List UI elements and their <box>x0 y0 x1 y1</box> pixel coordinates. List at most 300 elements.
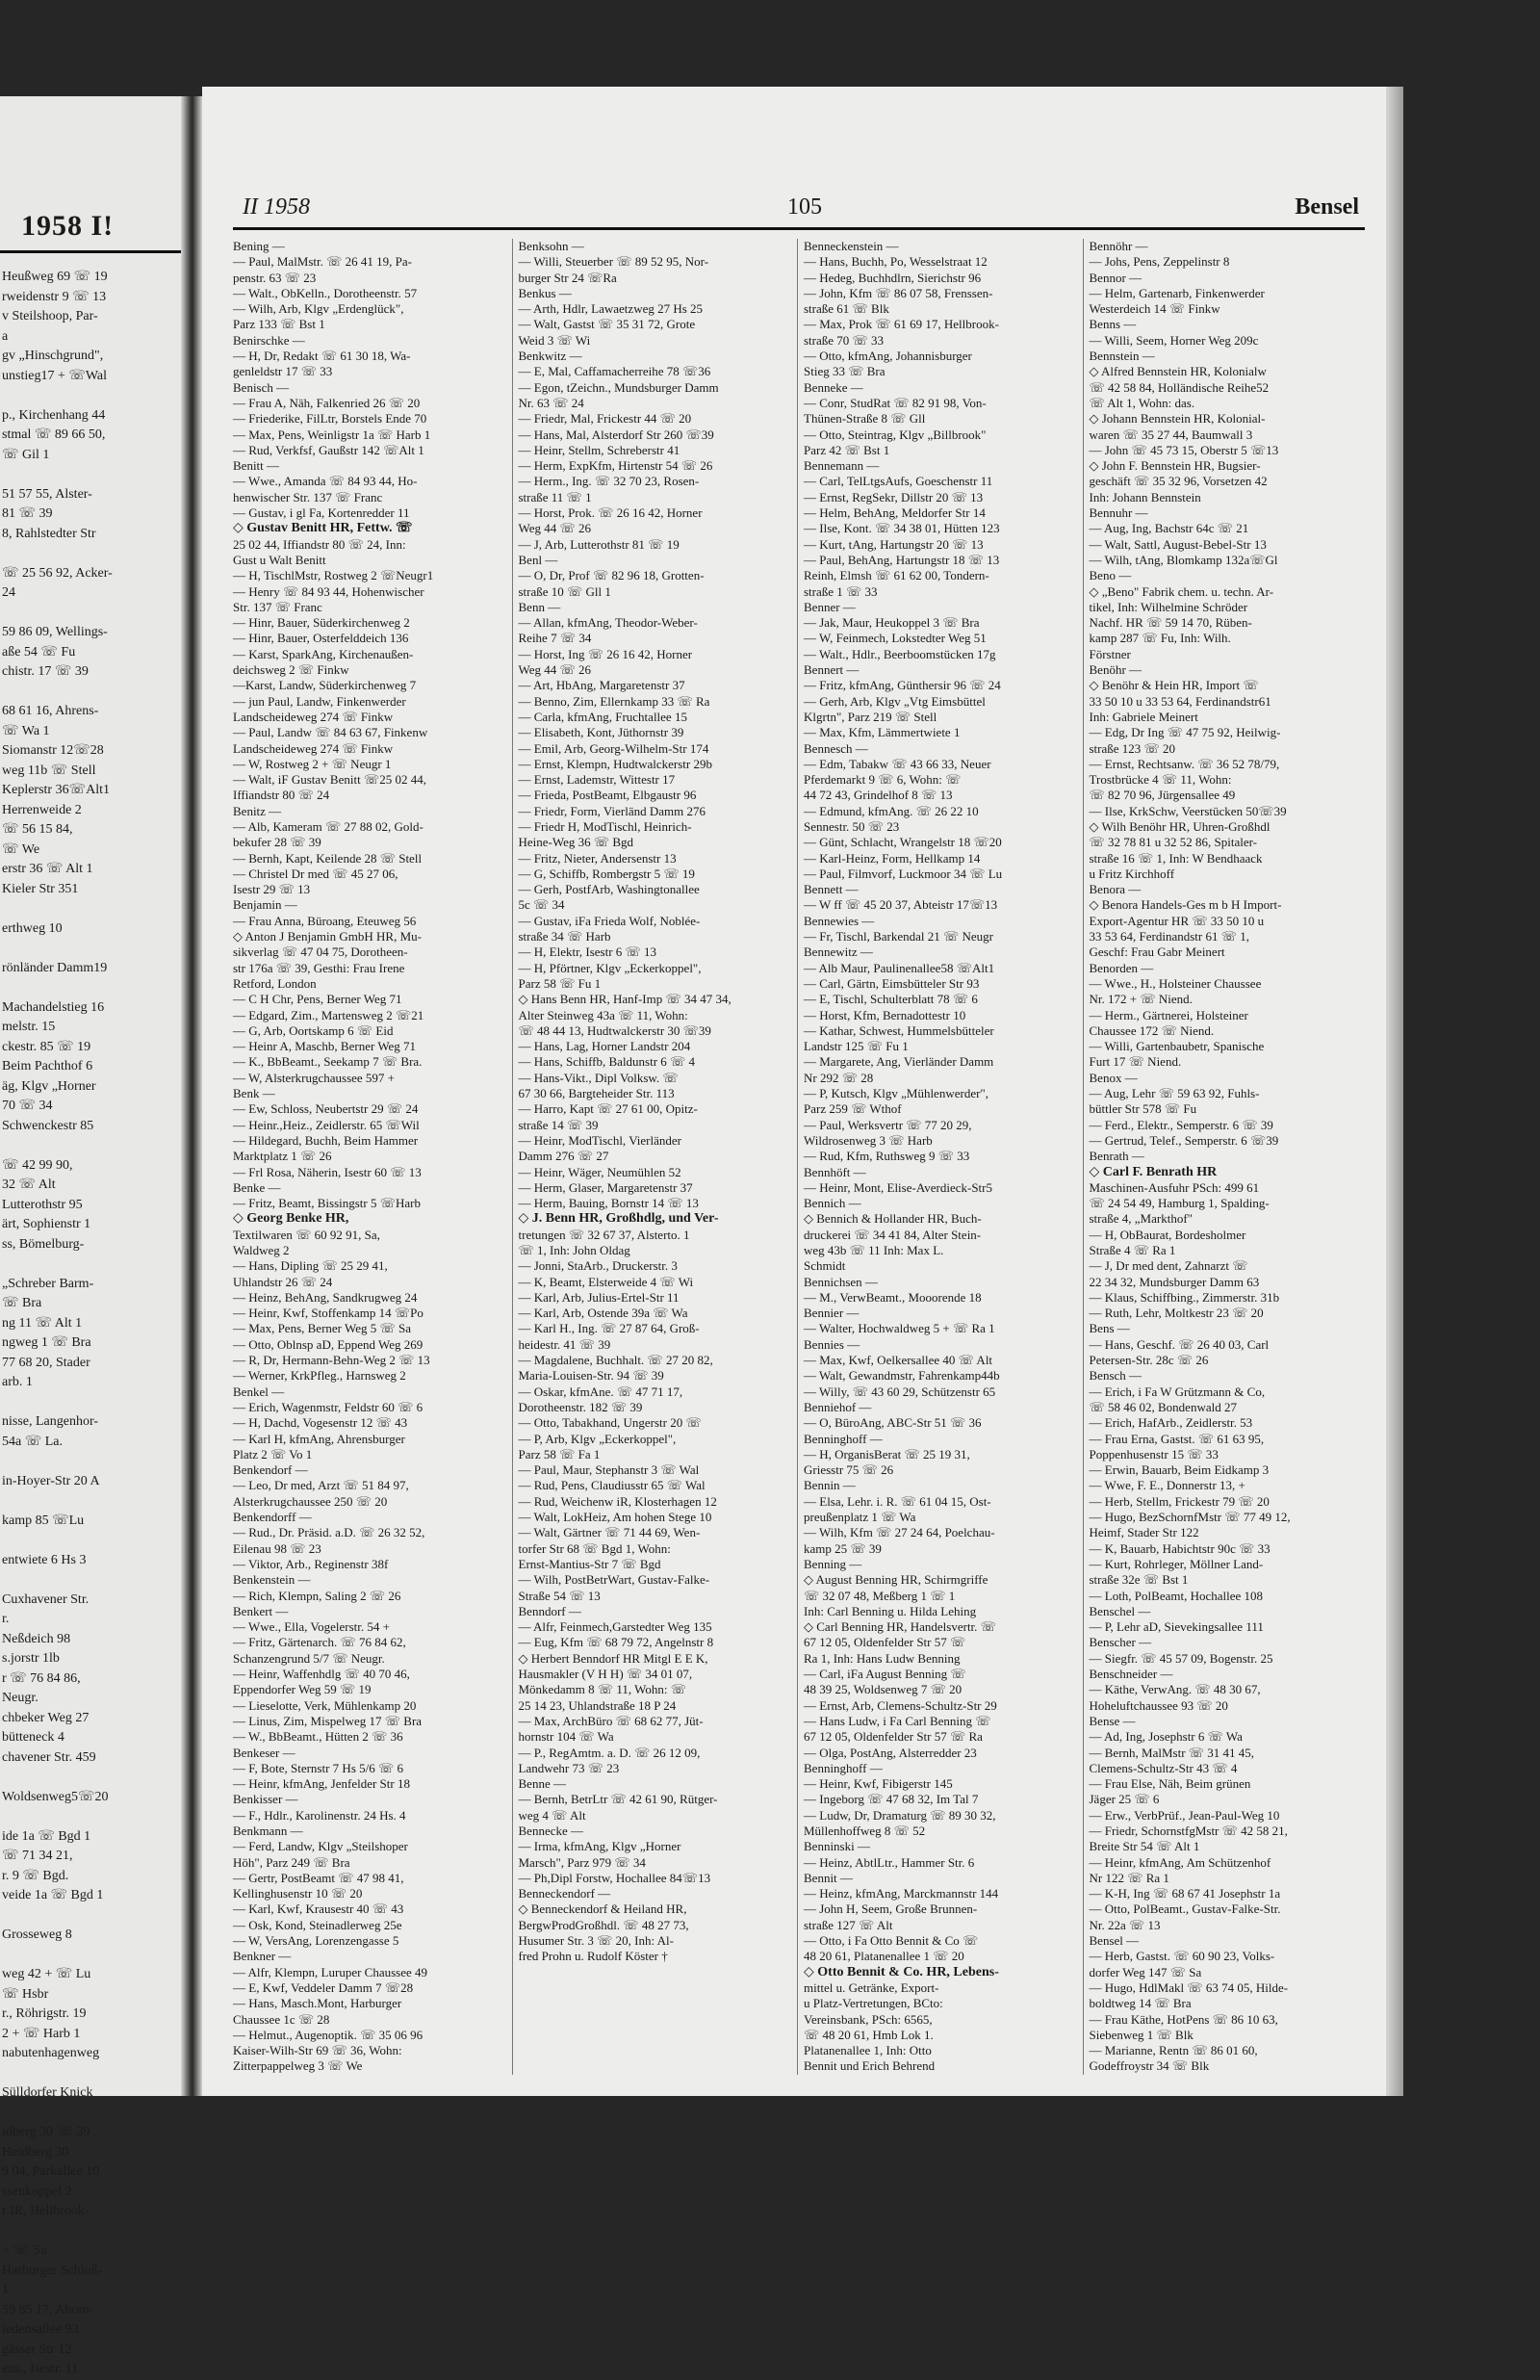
directory-entry: Benner — <box>804 599 856 614</box>
directory-entry: Bennier — <box>804 1306 860 1321</box>
directory-entry: Parz 58 ☏ Fa 1 <box>518 1446 601 1462</box>
directory-entry: straße 70 ☏ 33 <box>804 332 885 348</box>
left-page-line: 77 68 20, Stader <box>2 1355 90 1370</box>
directory-entry: — Wwe., Amanda ☏ 84 93 44, Ho- <box>233 474 418 489</box>
left-page-header: 1958 I! <box>21 210 115 242</box>
directory-entry: Landwehr 73 ☏ 23 <box>518 1760 620 1775</box>
directory-entry: — Heinz, AbtlLtr., Hammer Str. 6 <box>804 1854 975 1870</box>
directory-entry: — Ferd, Landw, Klgv „Steilshoper <box>233 1839 408 1854</box>
directory-entry: — Alb, Kameram ☏ 27 88 02, Gold- <box>233 818 424 834</box>
directory-entry: — Bernh, Kapt, Keilende 28 ☏ Stell <box>233 850 423 866</box>
directory-entry: — Elisabeth, Kont, Jüthornstr 39 <box>518 725 684 740</box>
directory-entry: — Karl-Heinz, Form, Hellkamp 14 <box>804 850 981 866</box>
left-page-line <box>0 939 181 959</box>
left-page-line: 70 ☏ 34 <box>2 1099 53 1113</box>
directory-entry: ◇ August Benning HR, Schirmgriffe <box>804 1572 988 1588</box>
directory-entry: — Günt, Schlacht, Wrangelstr 18 ☏20 <box>804 835 1002 850</box>
directory-entry: — Ph,Dipl Forstw, Hochallee 84☏13 <box>518 1870 711 1885</box>
directory-entry: — W, Alsterkrugchaussee 597 + <box>233 1070 396 1085</box>
directory-entry: straße 123 ☏ 20 <box>1089 740 1176 756</box>
directory-columns <box>233 239 1369 2074</box>
directory-entry: Nr. 63 ☏ 24 <box>518 395 584 410</box>
directory-entry: Benschneider — <box>1089 1667 1173 1682</box>
left-page-line <box>0 1255 181 1275</box>
directory-entry: — Otto, Oblnsp aD, Eppend Weg 269 <box>233 1336 424 1352</box>
directory-entry: Benninghoff — <box>804 1431 883 1446</box>
directory-entry: — F, Bote, Sternstr 7 Hs 5/6 ☏ 6 <box>233 1760 403 1775</box>
directory-entry: Benitt — <box>233 458 280 474</box>
directory-entry: — Friedr, Mal, Frickestr 44 ☏ 20 <box>518 411 692 427</box>
directory-entry: — Rud, Kfm, Ruthsweg 9 ☏ 33 <box>804 1149 970 1164</box>
directory-entry: heidestr. 41 ☏ 39 <box>518 1336 611 1352</box>
directory-entry: Benox — <box>1089 1070 1138 1085</box>
directory-entry: — Max, Pens, Weinligstr 1a ☏ Harb 1 <box>233 427 431 442</box>
directory-entry: — Werner, KrkPfleg., Harnsweg 2 <box>233 1368 406 1384</box>
left-page-line: 68 61 16, Ahrens- <box>2 704 99 718</box>
left-page-line <box>0 1768 181 1788</box>
directory-entry: Benirschke — <box>233 332 305 348</box>
directory-entry: Benkwitz — <box>518 349 582 364</box>
directory-entry: — Viktor, Arb., Reginenstr 38f <box>233 1556 389 1571</box>
directory-entry: — Christel Dr med ☏ 45 27 06, <box>233 866 398 881</box>
directory-entry: Waldweg 2 <box>233 1243 290 1257</box>
directory-entry: — Käthe, VerwAng. ☏ 48 30 67, <box>1089 1682 1261 1697</box>
directory-entry: ◇ Georg Benke HR, <box>233 1211 349 1227</box>
left-page-line: weg 11b ☏ Stell <box>2 763 96 778</box>
directory-entry: — Ernst, Arb, Clemens-Schultz-Str 29 <box>804 1697 997 1713</box>
directory-entry: — Herb, Stellm, Frickestr 79 ☏ 20 <box>1089 1493 1270 1509</box>
directory-entry: — Carl, Gärtn, Eimsbütteler Str 93 <box>804 975 980 991</box>
directory-entry: — Gertrud, Telef., Semperstr. 6 ☏39 <box>1089 1132 1279 1148</box>
book-spread <box>0 58 1540 2376</box>
directory-entry: Griesstr 75 ☏ 26 <box>804 1462 894 1478</box>
left-page-line: ärt, Sophienstr 1 <box>2 1217 91 1231</box>
left-page-line: ☏ 42 99 90, <box>2 1157 73 1173</box>
directory-entry: Inh: Gabriele Meinert <box>1089 709 1198 724</box>
left-page-line: erstr 36 ☏ Alt 1 <box>2 862 93 876</box>
directory-entry: waren ☏ 35 27 44, Baumwall 3 <box>1089 427 1253 442</box>
directory-entry: — Erw., VerbPrüf., Jean-Paul-Weg 10 <box>1089 1807 1280 1823</box>
directory-entry: — Edgard, Zim., Martensweg 2 ☏21 <box>233 1007 424 1022</box>
directory-entry: Jäger 25 ☏ 6 <box>1089 1792 1160 1807</box>
directory-entry: straße 4, „Markthof" <box>1089 1211 1193 1227</box>
directory-entry: Benke — <box>233 1179 281 1195</box>
directory-entry: druckerei ☏ 34 41 84, Alter Stein- <box>804 1227 982 1242</box>
directory-entry: 48 20 61, Platanenallee 1 ☏ 20 <box>804 1949 964 1964</box>
directory-entry: straße 1 ☏ 33 <box>804 583 878 599</box>
directory-entry: Weid 3 ☏ Wi <box>518 332 591 348</box>
directory-entry: geschäft ☏ 35 32 96, Vorsetzen 42 <box>1089 474 1268 489</box>
directory-entry: Benscher — <box>1089 1635 1152 1650</box>
directory-entry: straße 10 ☏ Gll 1 <box>518 583 611 599</box>
directory-entry: — Wwe, F. E., Donnerstr 13, + <box>1089 1478 1245 1493</box>
directory-entry: — Herm., Ing. ☏ 32 70 23, Rosen- <box>518 474 700 489</box>
directory-entry: — Walt, LokHeiz, Am hohen Stege 10 <box>518 1510 712 1525</box>
directory-entry: ◇ Carl Benning HR, Handelsvertr. ☏ <box>804 1619 996 1635</box>
directory-entry: — Hans-Vikt., Dipl Volksw. ☏ <box>518 1070 679 1085</box>
directory-entry: Benn — <box>518 599 561 614</box>
directory-entry: —Karst, Landw, Süderkirchenweg 7 <box>233 678 417 693</box>
directory-entry: — Walt, Sattl, August-Bebel-Str 13 <box>1089 536 1267 552</box>
directory-entry: — Wilh, Arb, Klgv „Erdenglück", <box>233 301 404 317</box>
directory-entry: — Otto, PolBeamt., Gustav-Falke-Str. <box>1089 1901 1281 1917</box>
directory-entry: Benrath — <box>1089 1149 1144 1164</box>
directory-entry: — Wwe., H., Holsteiner Chaussee <box>1089 975 1262 991</box>
directory-entry: — Gustav, iFa Frieda Wolf, Noblée- <box>518 913 701 928</box>
directory-entry: — Carl, TelLtgsAufs, Goeschenstr 11 <box>804 474 993 489</box>
left-page-line: rweidenstr 9 ☏ 13 <box>2 289 107 304</box>
left-page-line: ngweg 1 ☏ Bra <box>2 1335 91 1350</box>
directory-entry: — Hans, Dipling ☏ 25 29 41, <box>233 1258 388 1274</box>
directory-entry: — Karl H., Ing. ☏ 27 87 64, Groß- <box>518 1321 700 1336</box>
directory-entry: Benneke — <box>804 379 863 395</box>
directory-entry: Petersen-Str. 28c ☏ 26 <box>1089 1353 1209 1368</box>
directory-entry: Iffiandstr 80 ☏ 24 <box>233 788 330 803</box>
left-page-line: a <box>2 328 9 344</box>
left-page-line: 51 57 55, Alster- <box>2 486 92 502</box>
directory-entry: — Frau Anna, Büroang, Eteuweg 56 <box>233 913 417 928</box>
left-page-line: ckestr. 85 ☏ 19 <box>2 1039 91 1054</box>
left-page-line: r ☏ 76 84 86, <box>2 1670 81 1686</box>
directory-entry: — Ingeborg ☏ 47 68 32, Im Tal 7 <box>804 1792 979 1807</box>
directory-entry: Textilwaren ☏ 60 92 91, Sa, <box>233 1227 380 1242</box>
directory-entry: — Karl, Arb, Julius-Ertel-Str 11 <box>518 1289 680 1305</box>
left-page-line: ens., Isestr. 11 <box>2 2362 79 2376</box>
left-page-line: 24 <box>2 585 15 600</box>
directory-entry: ◇ Benneckendorf & Heiland HR, <box>518 1901 687 1917</box>
directory-entry: — O, Dr, Prof ☏ 82 96 18, Grotten- <box>518 568 705 583</box>
directory-entry: bekufer 28 ☏ 39 <box>233 835 321 850</box>
left-page-line: melstr. 15 <box>2 1020 56 1034</box>
directory-entry: 25 14 23, Uhlandstraße 18 P 24 <box>518 1697 677 1713</box>
directory-entry: — Herb, Gastst. ☏ 60 90 23, Volks- <box>1089 1949 1275 1964</box>
directory-entry: ☏ 42 58 84, Holländische Reihe52 <box>1089 379 1270 395</box>
left-page-line: Kieler Str 351 <box>2 881 79 896</box>
left-page-line: 9 04, Parkallee 10 <box>2 2164 100 2179</box>
left-page-line: ☏ Hsbr <box>2 1986 49 2002</box>
directory-entry: Parz 133 ☏ Bst 1 <box>233 317 325 332</box>
directory-entry: Bens — <box>1089 1321 1130 1336</box>
directory-entry: Bennesch — <box>804 740 868 756</box>
directory-entry: ☏ 48 20 61, Hmb Lok 1. <box>804 2027 934 2042</box>
left-page-line: bütteneck 4 <box>2 1730 64 1745</box>
left-page-line: Keplerstr 36☏Alt1 <box>2 783 110 797</box>
directory-entry: — Ferd., Elektr., Semperstr. 6 ☏ 39 <box>1089 1117 1273 1132</box>
directory-entry: straße 14 ☏ 39 <box>518 1117 599 1132</box>
directory-entry: — Otto, Tabakhand, Ungerstr 20 ☏ <box>518 1415 702 1431</box>
directory-entry: Benksohn — <box>518 239 584 253</box>
left-page-line: chistr. 17 ☏ 39 <box>2 664 89 679</box>
left-page-line: stmal ☏ 89 66 50, <box>2 427 106 442</box>
directory-entry: — John H, Seem, Große Brunnen- <box>804 1901 978 1917</box>
directory-entry: — Friedr H, ModTischl, Heinrich- <box>518 818 692 834</box>
directory-entry: Bennich — <box>804 1196 861 1211</box>
directory-entry: Höh", Parz 249 ☏ Bra <box>233 1854 350 1870</box>
directory-entry: — Eug, Kfm ☏ 68 79 72, Angelnstr 8 <box>518 1635 714 1650</box>
directory-entry: Retford, London <box>233 975 317 991</box>
directory-entry: — Friederike, FilLtr, Borstels Ende 70 <box>233 411 427 427</box>
directory-entry: — Erwin, Bauarb, Beim Eidkamp 3 <box>1089 1462 1270 1478</box>
directory-entry: Maria-Louisen-Str. 94 ☏ 39 <box>518 1368 664 1384</box>
directory-entry: — Gertr, PostBeamt ☏ 47 98 41, <box>233 1870 404 1885</box>
directory-entry: Bennöhr — <box>1089 239 1148 253</box>
directory-entry: — Heinr A, Maschb, Berner Weg 71 <box>233 1039 417 1054</box>
directory-entry: — Hans, Geschf. ☏ 26 40 03, Carl <box>1089 1336 1270 1352</box>
left-page-line <box>0 1393 181 1413</box>
directory-entry: Bennit und Erich Behrend <box>804 2058 936 2074</box>
directory-entry: Benning — <box>804 1556 862 1571</box>
left-page-line: ☏ Gil 1 <box>2 447 50 462</box>
left-page-line <box>0 544 181 564</box>
directory-entry: Chaussee 172 ☏ Niend. <box>1089 1022 1215 1038</box>
directory-column-4 <box>1090 239 1370 2075</box>
directory-column-2 <box>519 239 799 2075</box>
left-page-line: entwiete 6 Hs 3 <box>2 1552 87 1567</box>
directory-entry: kamp 25 ☏ 39 <box>804 1540 882 1556</box>
directory-entry: — Wwe., Ella, Vogelerstr. 54 + <box>233 1619 390 1635</box>
directory-entry: — H, Elektr, Isestr 6 ☏ 13 <box>518 944 657 960</box>
directory-entry: — Fritz, Beamt, Bissingstr 5 ☏Harb <box>233 1196 421 1211</box>
directory-entry: — Heinr, Kwf, Stoffenkamp 14 ☏Po <box>233 1306 424 1321</box>
directory-entry: — Klaus, Schiffbing., Zimmerstr. 31b <box>1089 1289 1280 1305</box>
left-page-line: + ☏ Sa <box>2 2243 47 2258</box>
left-page-line: ng 11 ☏ Alt 1 <box>2 1315 83 1331</box>
directory-entry: Eilenau 98 ☏ 23 <box>233 1540 321 1556</box>
directory-entry: Export-Agentur HR ☏ 33 50 10 u <box>1089 913 1265 928</box>
directory-entry: — Frau A, Näh, Falkenried 26 ☏ 20 <box>233 395 421 410</box>
left-page-line: Heidberg 30 <box>2 2144 69 2160</box>
directory-entry: — Heinr, Stellm, Schreberstr 41 <box>518 442 680 457</box>
left-page-line <box>0 1452 181 1472</box>
directory-entry: ◇ Bennich & Hollander HR, Buch- <box>804 1211 982 1227</box>
directory-entry: — H, Pförtner, Klgv „Eckerkoppel", <box>518 960 702 975</box>
directory-entry: Nr. 172 + ☏ Niend. <box>1089 992 1193 1007</box>
directory-entry: Benitz — <box>233 803 282 818</box>
directory-entry: — P, Arb, Klgv „Eckerkoppel", <box>518 1431 677 1446</box>
directory-entry: ◇ „Beno" Fabrik chem. u. techn. Ar- <box>1089 583 1274 599</box>
directory-entry: — Heinr.,Heiz., Zeidlerstr. 65 ☏Wil <box>233 1117 420 1132</box>
directory-entry: Hoheluftchaussee 93 ☏ 20 <box>1089 1697 1228 1713</box>
directory-entry: — Magdalene, Buchhalt. ☏ 27 20 82, <box>518 1353 713 1368</box>
directory-entry: henwischer Str. 137 ☏ Franc <box>233 489 383 504</box>
left-page-line: r IR, Hellbrook- <box>2 2204 90 2218</box>
left-page-line: 1 <box>2 2283 9 2297</box>
directory-entry: — Ernst, RegSekr, Dillstr 20 ☏ 13 <box>804 489 984 504</box>
left-page-line: p., Kirchenhang 44 <box>2 407 106 423</box>
directory-entry: Chaussee 1c ☏ 28 <box>233 2011 330 2027</box>
directory-entry: Landscheideweg 274 ☏ Finkw <box>233 709 394 724</box>
directory-entry: Bennhöft — <box>804 1164 866 1179</box>
left-page-line <box>0 1136 181 1156</box>
directory-entry: — Wilh, Kfm ☏ 27 24 64, Poelchau- <box>804 1525 995 1540</box>
left-page-line: gv „Hinschgrund", <box>2 349 104 363</box>
left-page-line: idberg 30 ☏ 39 <box>2 2125 90 2139</box>
directory-entry: Poppenhusenstr 15 ☏ 33 <box>1089 1446 1219 1462</box>
directory-entry: — Rich, Klempn, Saling 2 ☏ 26 <box>233 1588 401 1603</box>
directory-entry: Vereinsbank, PSch: 6565, <box>804 2011 933 2027</box>
directory-entry: ◇ Hans Benn HR, Hanf-Imp ☏ 34 47 34, <box>518 992 732 1007</box>
left-page-line <box>0 2104 181 2124</box>
directory-entry: — Bernh, MalMstr ☏ 31 41 45, <box>1089 1745 1255 1760</box>
left-page-line: Harburger Schloß- <box>2 2263 103 2278</box>
directory-entry: — P., RegAmtm. a. D. ☏ 26 12 09, <box>518 1745 701 1760</box>
directory-entry: BergwProdGroßhdl. ☏ 48 27 73, <box>518 1917 689 1932</box>
directory-entry: Benkenstein — <box>233 1572 311 1588</box>
directory-entry: Maschinen-Ausfuhr PSch: 499 61 <box>1089 1179 1260 1195</box>
left-page-line: 8, Rahlstedter Str <box>2 526 96 541</box>
directory-entry: — R, Dr, Hermann-Behn-Weg 2 ☏ 13 <box>233 1353 430 1368</box>
directory-entry: — Otto, kfmAng, Johannisburger <box>804 349 972 364</box>
left-page-line: v Steilshoop, Par- <box>2 309 98 323</box>
directory-entry: Alter Steinweg 43a ☏ 11, Wohn: <box>518 1007 688 1022</box>
directory-entry: — Loth, PolBeamt, Hochallee 108 <box>1089 1588 1264 1603</box>
directory-entry: — Alfr, Feinmech,Garstedter Weg 135 <box>518 1619 712 1635</box>
directory-entry: — Walt., ObKelln., Dorotheenstr. 57 <box>233 285 418 300</box>
directory-entry: Reihe 7 ☏ 34 <box>518 631 592 646</box>
left-page-line: gässer Str 12 <box>2 2341 72 2357</box>
directory-entry: Ra 1, Inh: Hans Ludw Benning <box>804 1650 961 1666</box>
directory-entry: — W., BbBeamt., Hütten 2 ☏ 36 <box>233 1729 403 1745</box>
left-page-line: nabutenhagenweg <box>2 2046 100 2060</box>
directory-entry: kamp 287 ☏ Fu, Inh: Wilh. <box>1089 631 1231 646</box>
left-page-line: r., Röhrigstr. 19 <box>2 2006 87 2021</box>
directory-entry: ◇ Gustav Benitt HR, Fettw. ☏ <box>233 521 413 536</box>
left-page-line: 59 86 09, Wellings- <box>2 625 108 639</box>
directory-entry: — K., BbBeamt., Seekamp 7 ☏ Bra. <box>233 1054 423 1070</box>
directory-entry: — P, Kutsch, Klgv „Mühlenwerder", <box>804 1086 988 1101</box>
directory-entry: — Conr, StudRat ☏ 82 91 98, Von- <box>804 395 987 410</box>
directory-entry: Damm 276 ☏ 27 <box>518 1149 609 1164</box>
left-page-line: s.jorstr 1lb <box>2 1651 60 1666</box>
directory-entry: — Karst, SparkAng, Kirchenaußen- <box>233 646 414 661</box>
directory-entry: Breite Str 54 ☏ Alt 1 <box>1089 1839 1200 1854</box>
directory-entry: — Ad, Ing, Josephstr 6 ☏ Wa <box>1089 1729 1243 1745</box>
directory-entry: straße 16 ☏ 1, Inh: W Bendhaack <box>1089 850 1263 866</box>
left-page-line: rönländer Damm19 <box>2 960 108 975</box>
directory-entry: Benkendorf — <box>233 1462 308 1478</box>
directory-entry: Nachf. HR ☏ 59 14 70, Rüben- <box>1089 615 1252 631</box>
directory-entry: Bennin — <box>804 1478 856 1493</box>
left-page-line: iedensallee 93 <box>2 2322 79 2337</box>
directory-entry: 44 72 43, Grindelhof 8 ☏ 13 <box>804 788 953 803</box>
directory-entry: — Frl Rosa, Näherin, Isestr 60 ☏ 13 <box>233 1164 422 1179</box>
directory-entry: Kellinghusenstr 10 ☏ 20 <box>233 1886 363 1901</box>
directory-entry: — Erich, HafArb., Zeidlerstr. 53 <box>1089 1415 1253 1431</box>
left-page-line: Lutterothstr 95 <box>2 1197 83 1212</box>
directory-entry: Nr. 22a ☏ 13 <box>1089 1917 1161 1932</box>
directory-entry: Eppendorfer Weg 59 ☏ 19 <box>233 1682 372 1697</box>
directory-entry: — Max, ArchBüro ☏ 68 62 77, Jüt- <box>518 1713 704 1728</box>
directory-entry: — Helm, Gartenarb, Finkenwerder <box>1089 285 1265 300</box>
directory-entry: Bennichsen — <box>804 1274 878 1289</box>
directory-entry: ◇ Otto Bennit & Co. HR, Lebens- <box>804 1964 999 1979</box>
directory-entry: — Kurt, tAng, Hartungstr 20 ☏ 13 <box>804 536 984 552</box>
directory-entry: Dorotheenstr. 182 ☏ 39 <box>518 1399 643 1414</box>
left-page-line <box>0 1491 181 1512</box>
left-page-line: weg 42 + ☏ Lu <box>2 1967 91 1981</box>
left-page-line: unstieg17 + ☏Wal <box>2 368 108 383</box>
left-page-line: Heußweg 69 ☏ 19 <box>2 270 108 284</box>
directory-entry: — E, Kwf, Veddeler Damm 7 ☏28 <box>233 1979 414 1995</box>
directory-entry: Alsterkrugchaussee 250 ☏ 20 <box>233 1493 388 1509</box>
left-page-line <box>0 465 181 485</box>
directory-entry: hornstr 104 ☏ Wa <box>518 1729 614 1745</box>
directory-entry: — Leo, Dr med, Arzt ☏ 51 84 97, <box>233 1478 409 1493</box>
directory-entry: Bening — <box>233 239 285 253</box>
left-page-line: ☏ 25 56 92, Acker- <box>2 565 113 581</box>
directory-entry: Benorden — <box>1089 960 1154 975</box>
left-page-line: in-Hoyer-Str 20 A <box>2 1473 100 1488</box>
directory-entry: Thünen-Straße 8 ☏ Gll <box>804 411 926 427</box>
left-page <box>0 96 181 2376</box>
directory-entry: — Max, Prok ☏ 61 69 17, Hellbrook- <box>804 317 999 332</box>
directory-entry: — Kurt, Rohrleger, Möllner Land- <box>1089 1556 1264 1571</box>
left-page-line <box>0 1531 181 1551</box>
header-rule <box>233 227 1365 230</box>
directory-entry: — Art, HbAng, Margaretenstr 37 <box>518 678 685 693</box>
left-page-line: kamp 85 ☏Lu <box>2 1513 85 1528</box>
directory-entry: — jun Paul, Landw, Finkenwerder <box>233 693 406 709</box>
directory-entry: — Herm, ExpKfm, Hirtenstr 54 ☏ 26 <box>518 458 713 474</box>
directory-entry: — H, ObBaurat, Bordesholmer <box>1089 1227 1246 1242</box>
left-page-line: Sülldorfer Knick <box>2 2085 93 2100</box>
directory-entry: ◇ Carl F. Benrath HR <box>1089 1164 1218 1179</box>
directory-entry: — Rud., Dr. Präsid. a.D. ☏ 26 32 52, <box>233 1525 425 1540</box>
directory-entry: — Gerh, PostfArb, Washingtonallee <box>518 882 700 897</box>
directory-entry: Benns — <box>1089 317 1137 332</box>
directory-entry: 67 12 05, Oldenfelder Str 57 ☏ Ra <box>804 1729 983 1745</box>
directory-entry: burger Str 24 ☏Ra <box>518 270 617 285</box>
directory-entry: — Allan, kfmAng, Theodor-Weber- <box>518 615 698 631</box>
directory-entry: ◇ Herbert Benndorf HR Mitgl E E K, <box>518 1650 708 1666</box>
directory-entry: — Arth, Hdlr, Lawaetzweg 27 Hs 25 <box>518 301 704 317</box>
directory-entry: Marsch", Parz 979 ☏ 34 <box>518 1854 646 1870</box>
directory-entry: — Ilse, KrkSchw, Veerstücken 50☏39 <box>1089 803 1287 818</box>
directory-entry: — Walt, Gewandmstr, Fahrenkamp44b <box>804 1368 1000 1384</box>
directory-entry: — W, Feinmech, Lokstedter Weg 51 <box>804 631 987 646</box>
directory-entry: Clemens-Schultz-Str 43 ☏ 4 <box>1089 1760 1238 1775</box>
directory-entry: torfer Str 68 ☏ Bgd 1, Wohn: <box>518 1540 671 1556</box>
directory-entry: — Friedr, SchornstfgMstr ☏ 42 58 21, <box>1089 1823 1288 1838</box>
left-page-text <box>0 268 181 2380</box>
directory-entry: Benkeser — <box>233 1745 295 1760</box>
directory-entry: — Kathar, Schwest, Hummelsbütteler <box>804 1022 994 1038</box>
directory-entry: — Ernst, Lademstr, Wittestr 17 <box>518 772 676 788</box>
directory-entry: — E, Mal, Caffamacherreihe 78 ☏36 <box>518 364 711 379</box>
left-page-line: arb. 1 <box>2 1375 33 1389</box>
directory-entry: 67 30 66, Bargteheider Str. 113 <box>518 1086 675 1101</box>
directory-entry: — H, TischlMstr, Rostweg 2 ☏Neugr1 <box>233 568 434 583</box>
left-page-line: r. 9 ☏ Bgd. <box>2 1868 69 1883</box>
directory-entry: — Walter, Hochwaldweg 5 + ☏ Ra 1 <box>804 1321 995 1336</box>
directory-entry: — Ernst, Klempn, Hudtwalckerstr 29b <box>518 756 712 771</box>
directory-entry: — Heinr, Kwf, Fibigerstr 145 <box>804 1776 953 1792</box>
directory-entry: — Max, Kfm, Lämmertwiete 1 <box>804 725 961 740</box>
directory-entry: Gust u Walt Benitt <box>233 552 326 567</box>
directory-entry: ☏ Alt 1, Wohn: das. <box>1089 395 1195 410</box>
directory-entry: straße 127 ☏ Alt <box>804 1917 893 1932</box>
directory-entry: u Fritz Kirchhoff <box>1089 866 1175 881</box>
directory-entry: — K-H, Ing ☏ 68 67 41 Josephstr 1a <box>1089 1886 1281 1901</box>
directory-entry: — H, OrganisBerat ☏ 25 19 31, <box>804 1446 970 1462</box>
directory-entry: — Benno, Zim, Ellernkamp 33 ☏ Ra <box>518 693 710 709</box>
directory-entry: Bense — <box>1089 1713 1136 1728</box>
directory-entry: Sennestr. 50 ☏ 23 <box>804 818 900 834</box>
directory-entry: tikel, Inh: Wilhelmine Schröder <box>1089 599 1248 614</box>
directory-entry: — Linus, Zim, Mispelweg 17 ☏ Bra <box>233 1713 423 1728</box>
directory-entry: Benninghoff — <box>804 1760 883 1775</box>
directory-entry: — Willi, Seem, Horner Weg 209c <box>1089 332 1259 348</box>
